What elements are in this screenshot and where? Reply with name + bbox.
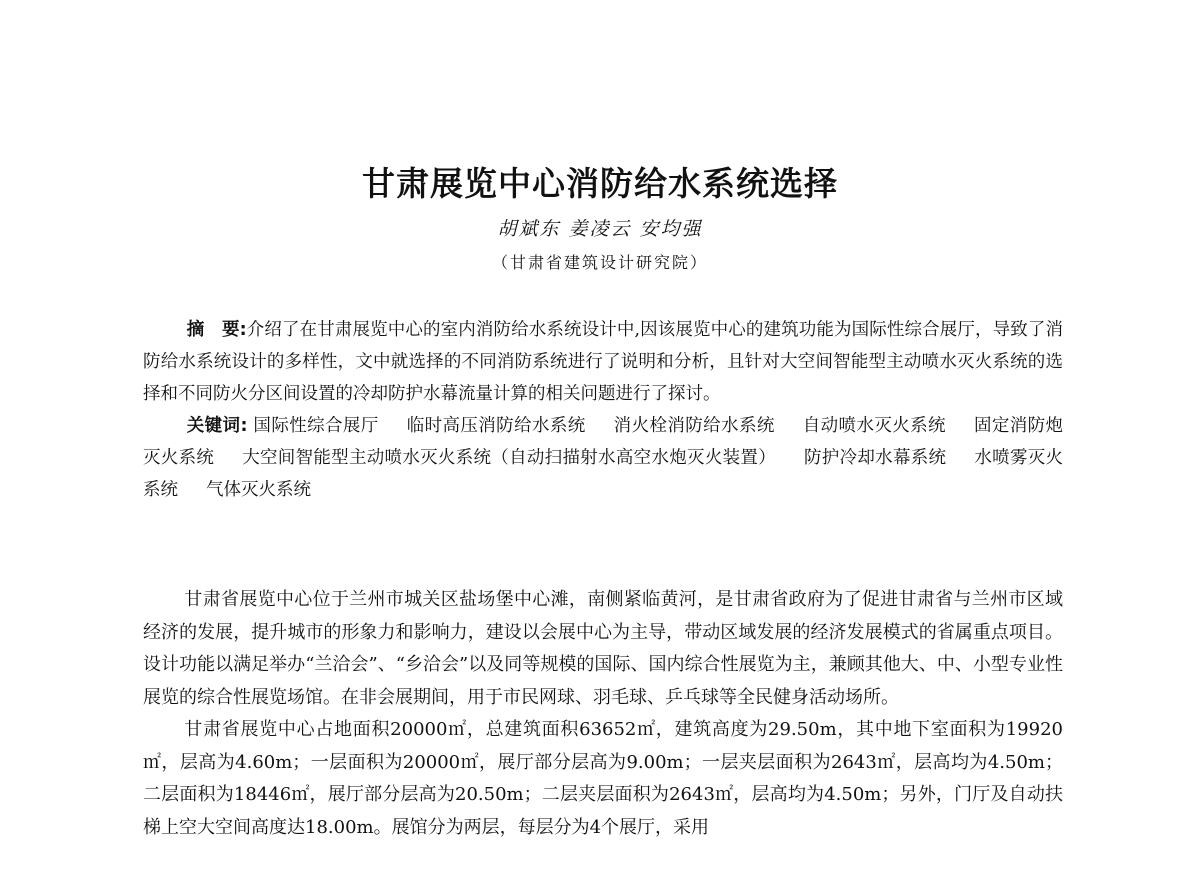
keyword: 水喷雾灭火系统 <box>143 448 1064 500</box>
paper-affiliation: （甘肃省建筑设计研究院） <box>491 253 708 272</box>
keyword: 自动喷水灭火系统 <box>802 416 946 436</box>
paper-authors: 胡斌东 姜凌云 安均强 <box>497 218 703 240</box>
keyword: 气体灭火系统 <box>206 480 311 500</box>
abstract-paragraph <box>143 314 1063 410</box>
keywords-paragraph <box>143 410 1063 506</box>
keyword: 大空间智能型主动喷水灭火系统（自动扫描射水高空水炮灭火装置） <box>242 448 776 468</box>
abstract-section <box>143 314 1063 506</box>
body-paragraph: 甘肃省展览中心位于兰州市城关区盐场堡中心滩，南侧紧临黄河，是甘肃省政府为了促进甘肃省与兰州市区域经济的发展，提升城市的形象力和影响力，建设以会展中心为主导，带动区域发展的经济发展模式的省属重点项目。设计功能以满足举办“兰洽会”、“乡洽会”以及同等规模的国际、国内综合性展览为主，兼顾其他大、中、小型专业性展览的综合性展览场馆。在非会展期间，用于市民网球、羽毛球、乒乓球等全民健身活动场所。 <box>143 589 1063 708</box>
abstract-text: 介绍了在甘肃展览中心的室内消防给水系统设计中,因该展览中心的建筑功能为国际性综合展厅，导致了消防给水系统设计的多样性，文中就选择的不同消防系统进行了说明和分析，且针对大空间智能型主动喷水灭火系统的选择和不同防火分区间设置的冷却防护水幕流量计算的相关问题进行了探讨。 <box>143 320 1064 404</box>
keywords-label: 关键词: <box>186 416 248 436</box>
body-paragraph: 甘肃省展览中心占地面积20000㎡，总建筑面积63652㎡，建筑高度为29.50m，其中地下室面积为19920㎡，层高为4.60m；一层面积为20000㎡，展厅部分层高为9.00m；一层夹层面积为2643㎡，层高均为4.50m；二层面积为18446㎡，展厅部分层高为20.50m；二层夹层面积为2643㎡，层高均为4.50m；另外，门厅及自动扶梯上空大空间高度达18.00m。展馆分为两层，每层分为4个展厅，采用 <box>143 719 1063 838</box>
keyword: 防护冷却水幕系统 <box>804 448 947 468</box>
paper-title: 甘肃展览中心消防给水系统选择 <box>362 164 838 203</box>
abstract-label: 摘 要: <box>186 320 247 340</box>
keyword: 临时高压消防给水系统 <box>406 416 586 436</box>
keyword: 国际性综合展厅 <box>253 416 379 436</box>
keyword: 固定消防炮灭火系统 <box>143 416 1064 468</box>
body-section <box>143 584 1063 844</box>
keyword: 消火栓消防给水系统 <box>613 416 775 436</box>
